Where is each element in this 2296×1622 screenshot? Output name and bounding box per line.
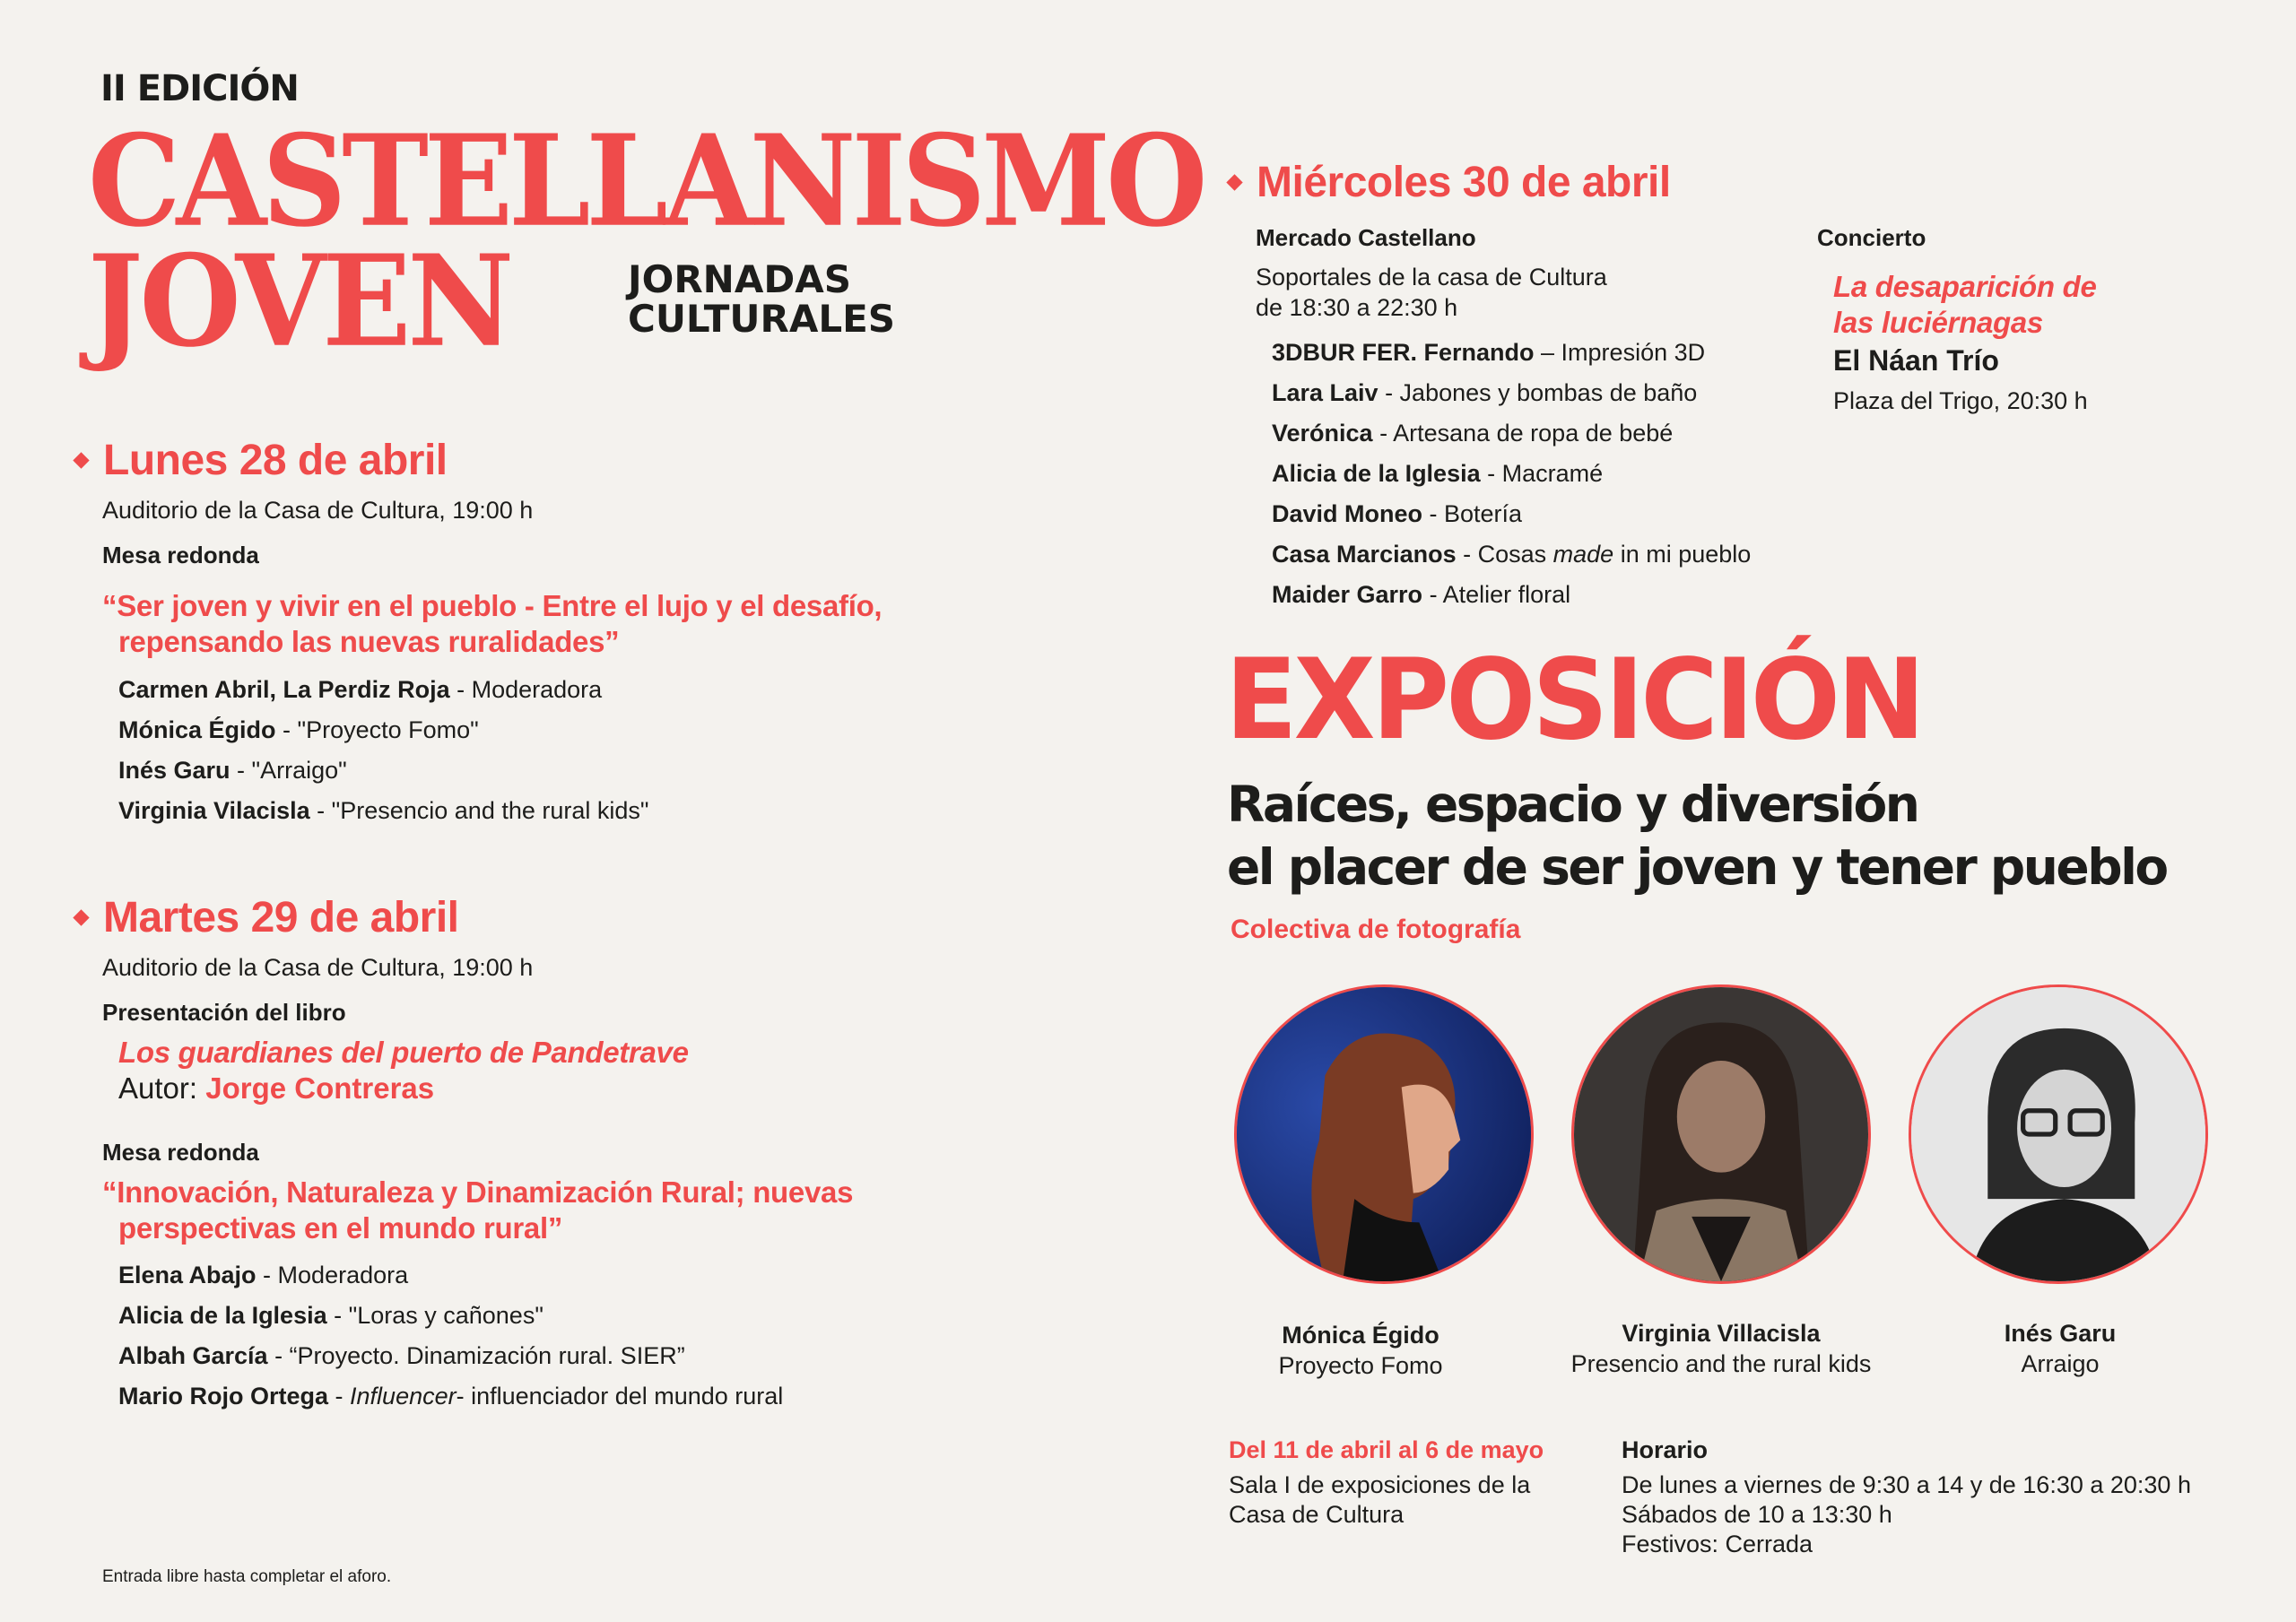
artist-project: Presencio and the rural kids <box>1570 1350 1872 1377</box>
artist-project: Arraigo <box>2021 1350 2100 1377</box>
speaker-name: Mónica Égido <box>118 716 276 743</box>
subtitle-line2: CULTURALES <box>628 297 896 341</box>
tuesday-event-type: Mesa redonda <box>102 1139 259 1166</box>
list-item <box>1272 454 1751 494</box>
artist-photo-monica <box>1234 984 1534 1284</box>
vendor-desc: – Impresión 3D <box>1534 339 1706 366</box>
exposicion-subtitle <box>1227 773 2167 898</box>
footer-note: Entrada libre hasta completar el aforo. <box>102 1567 392 1586</box>
list-item <box>1272 534 1751 575</box>
wednesday-heading <box>1229 158 1671 207</box>
monday-quote-line2: repensando las nuevas ruralidades” <box>118 625 620 658</box>
exposicion-kind: Colectiva de fotografía <box>1231 915 1521 944</box>
portrait-image <box>1911 987 2205 1281</box>
monday-speakers-list <box>118 670 648 831</box>
exposicion-subtitle-line2: el placer de ser joven y tener pueblo <box>1227 838 2167 896</box>
list-item <box>118 1255 783 1296</box>
market-venue-line1: Soportales de la casa de Cultura <box>1256 264 1607 291</box>
diamond-bullet-icon <box>73 909 89 925</box>
speaker-role-italic: Influencer <box>350 1383 457 1409</box>
list-item <box>118 1336 783 1376</box>
list-item <box>118 791 648 831</box>
book-title: Los guardianes del puerto de Pandetrave <box>118 1036 689 1069</box>
market-venue-line2: de 18:30 a 22:30 h <box>1256 294 1458 321</box>
artist-photo-virginia <box>1571 984 1871 1284</box>
speaker-name: Alicia de la Iglesia <box>118 1302 327 1329</box>
place-line1: Sala I de exposiciones de la <box>1229 1471 1531 1498</box>
exposicion-place <box>1229 1470 1530 1530</box>
vendor-desc: - Macramé <box>1480 460 1604 487</box>
vendor-desc: - Atelier floral <box>1422 581 1571 608</box>
wednesday-section <box>1229 158 1671 207</box>
speaker-role: - Moderadora <box>449 676 603 703</box>
author-name: Jorge Contreras <box>205 1071 435 1105</box>
speaker-name: Elena Abajo <box>118 1262 257 1288</box>
list-item <box>118 670 648 710</box>
wednesday-title: Miércoles 30 de abril <box>1257 159 1671 206</box>
diamond-bullet-icon <box>73 452 89 468</box>
book-author <box>118 1071 434 1106</box>
tuesday-section <box>75 893 459 942</box>
concert-title <box>1833 269 2097 341</box>
list-item <box>1272 373 1751 413</box>
market-label: Mercado Castellano <box>1256 224 1476 251</box>
speaker-name: Carmen Abril, La Perdiz Roja <box>118 676 450 703</box>
vendor-name: Casa Marcianos <box>1272 541 1457 568</box>
monday-title: Lunes 28 de abril <box>103 437 448 484</box>
speaker-name: Mario Rojo Ortega <box>118 1383 329 1409</box>
market-venue <box>1256 262 1607 323</box>
schedule-line2: Sábados de 10 a 13:30 h <box>1622 1501 1892 1528</box>
vendor-desc: - Artesana de ropa de bebé <box>1372 420 1674 447</box>
artist-name: Inés Garu <box>2004 1320 2117 1347</box>
list-item <box>118 1296 783 1336</box>
speaker-role: - “Proyecto. Dinamización rural. SIER” <box>267 1342 685 1369</box>
speaker-role: - Moderadora <box>256 1262 409 1288</box>
concert-band: El Náan Trío <box>1833 344 1999 377</box>
speaker-name: Virginia Vilacisla <box>118 797 310 824</box>
list-item <box>1272 413 1751 454</box>
exposicion-subtitle-line1: Raíces, espacio y diversión <box>1227 776 1918 833</box>
tuesday-quote-line1: “Innovación, Naturaleza y Dinamización Rural; nuevas <box>102 1175 854 1209</box>
tuesday-speakers-list <box>118 1255 783 1417</box>
schedule-line3: Festivos: Cerrada <box>1622 1531 1813 1557</box>
vendor-desc: - Jabones y bombas de baño <box>1378 379 1698 406</box>
vendor-name: Lara Laiv <box>1272 379 1378 406</box>
concert-label: Concierto <box>1817 224 1926 251</box>
vendor-name: 3DBUR FER. Fernando <box>1272 339 1535 366</box>
list-item <box>1272 575 1751 615</box>
speaker-name: Inés Garu <box>118 757 230 784</box>
concert-title-line2: las luciérnagas <box>1833 306 2043 339</box>
author-label: Autor: <box>118 1071 206 1105</box>
main-title-line2: JOVEN <box>88 227 511 376</box>
subtitle-jornadas <box>628 257 896 341</box>
artist-name: Mónica Égido <box>1282 1322 1439 1349</box>
edition-label: II EDICIÓN <box>100 68 299 109</box>
artist-caption-3 <box>1872 1318 2248 1379</box>
list-item <box>118 710 648 750</box>
speaker-role: - "Loras y cañones" <box>326 1302 544 1329</box>
schedule-text <box>1622 1470 2191 1559</box>
schedule-line1: De lunes a viernes de 9:30 a 14 y de 16:30 a 20:30 h <box>1622 1471 2191 1498</box>
schedule-label: Horario <box>1622 1436 1709 1463</box>
monday-section <box>75 436 448 485</box>
concert-title-line1: La desaparición de <box>1833 270 2097 303</box>
speaker-role: - <box>328 1383 351 1409</box>
concert-venue: Plaza del Trigo, 20:30 h <box>1833 387 2088 414</box>
artist-caption-1 <box>1172 1320 1549 1381</box>
main-title-line1: CASTELLANISMO <box>88 107 1204 256</box>
monday-heading <box>75 436 448 485</box>
vendor-desc: - Botería <box>1422 500 1523 527</box>
tuesday-title: Martes 29 de abril <box>103 894 459 941</box>
list-item <box>1272 494 1751 534</box>
list-item <box>118 1376 783 1417</box>
place-line2: Casa de Cultura <box>1229 1501 1405 1528</box>
vendor-desc: - Cosas <box>1456 541 1553 568</box>
monday-event-type: Mesa redonda <box>102 542 259 568</box>
tuesday-venue: Auditorio de la Casa de Cultura, 19:00 h <box>102 954 534 981</box>
vendor-name: Maider Garro <box>1272 581 1423 608</box>
artist-caption-2 <box>1533 1318 1909 1379</box>
artist-project: Proyecto Fomo <box>1278 1352 1443 1379</box>
speaker-role: - "Proyecto Fomo" <box>275 716 479 743</box>
subtitle-line1: JORNADAS <box>628 257 851 301</box>
vendor-desc: in mi pueblo <box>1613 541 1752 568</box>
vendor-name: Alicia de la Iglesia <box>1272 460 1481 487</box>
vendor-name: Verónica <box>1272 420 1373 447</box>
tuesday-quote <box>102 1175 853 1246</box>
tuesday-heading <box>75 893 459 942</box>
monday-quote <box>102 588 882 660</box>
tuesday-book-label: Presentación del libro <box>102 999 346 1026</box>
exposicion-title: EXPOSICIÓN <box>1225 634 1922 765</box>
exposicion-dates: Del 11 de abril al 6 de mayo <box>1229 1436 1544 1463</box>
monday-venue: Auditorio de la Casa de Cultura, 19:00 h <box>102 497 534 524</box>
tuesday-quote-line2: perspectivas en el mundo rural” <box>118 1211 563 1245</box>
list-item <box>118 750 648 791</box>
artist-name: Virginia Villacisla <box>1622 1320 1821 1347</box>
speaker-role: - "Presencio and the rural kids" <box>309 797 649 824</box>
list-item <box>1272 333 1751 373</box>
vendor-desc-italic: made <box>1552 541 1614 568</box>
speaker-role: - "Arraigo" <box>230 757 347 784</box>
portrait-image <box>1237 987 1531 1281</box>
speaker-role: - influenciador del mundo rural <box>456 1383 784 1409</box>
vendors-list <box>1272 333 1751 615</box>
speaker-name: Albah García <box>118 1342 268 1369</box>
vendor-name: David Moneo <box>1272 500 1423 527</box>
monday-quote-line1: “Ser joven y vivir en el pueblo - Entre el lujo y el desafío, <box>102 589 883 622</box>
diamond-bullet-icon <box>1226 174 1242 190</box>
artist-photo-ines <box>1909 984 2208 1284</box>
portrait-image <box>1574 987 1868 1281</box>
